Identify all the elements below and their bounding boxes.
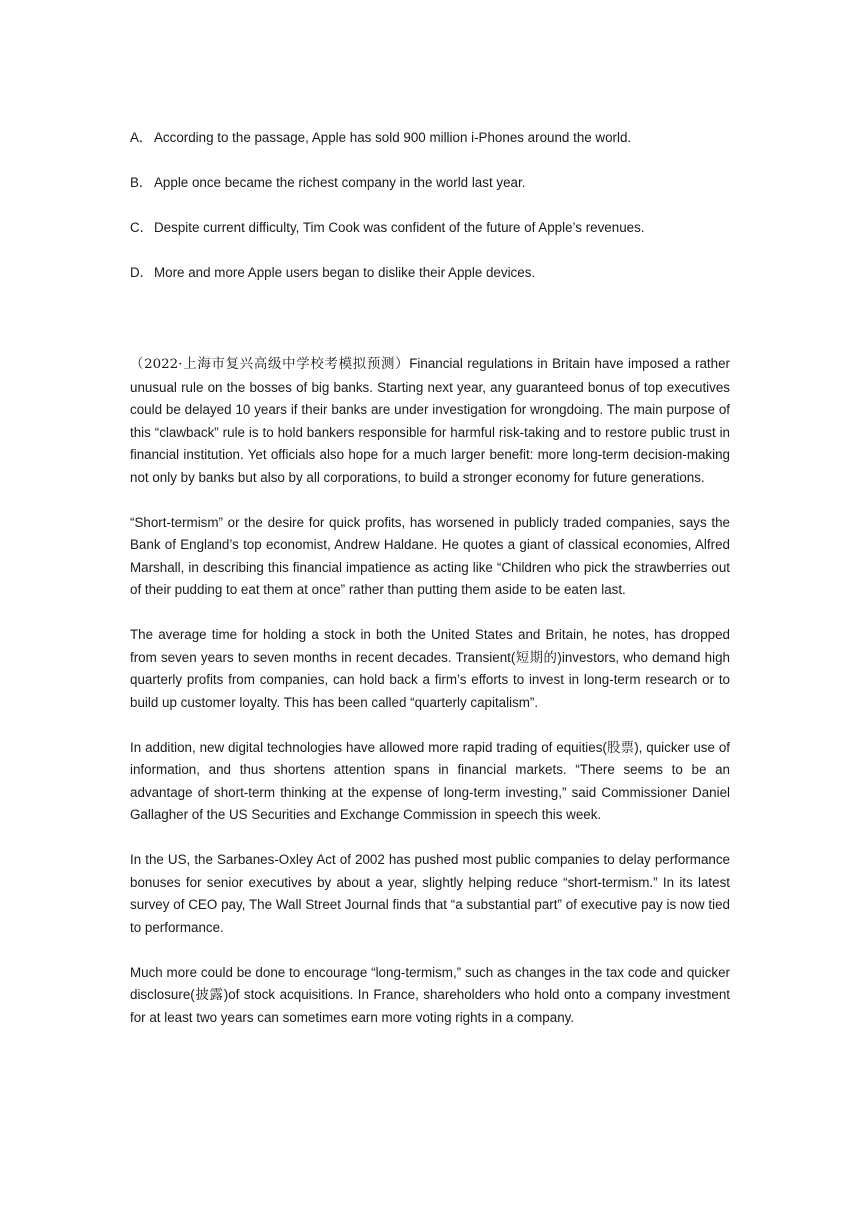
- passage-paragraph-1: [130, 353, 730, 489]
- reading-passage: [130, 353, 730, 1052]
- passage-source: （2022·上海市复兴高级中学校考模拟预测）: [130, 357, 410, 372]
- option-text: Apple once became the richest company in the world last year.: [154, 175, 526, 190]
- option-letter: C．: [130, 220, 154, 235]
- option-text: According to the passage, Apple has sold 900 million i-Phones around the world.: [154, 130, 632, 145]
- option-letter: B．: [130, 175, 153, 190]
- option-text: Despite current difficulty, Tim Cook was confident of the future of Apple’s revenues.: [154, 220, 645, 235]
- option-c: [130, 219, 730, 237]
- passage-paragraph-6: Much more could be done to encourage “long-termism,” such as changes in the tax code and quicker disclosure(披露)of stock acquisitions. In France, shareholders who hold onto a company investment for at least two years can sometimes earn more voting rights in a company.: [130, 964, 730, 1025]
- option-d: [130, 264, 730, 282]
- option-text: More and more Apple users began to dislike their Apple devices.: [154, 265, 536, 280]
- paragraph-text: Financial regulations in Britain have imposed a rather unusual rule on the bosses of big banks. Starting next year, any guaranteed bonus of top executives could be delayed 10 years if their banks are under investigation for wrongdoing. The main purpose of this “clawback” rule is to hold bankers responsible for harmful risk-taking and to restore public trust in financial institution. Yet officials also hope for a much larger benefit: more long-term decision-making not only by banks but also by all corporations, to build a stronger economy for future generations.: [130, 356, 730, 485]
- option-b: [130, 174, 730, 192]
- answer-options: [130, 129, 730, 309]
- passage-paragraph-4: In addition, new digital technologies have allowed more rapid trading of equities(股票), quicker use of information, and thus shortens attention spans in financial markets. “There seems to be an advantage of short-term thinking at the expense of long-term investing,” said Commissioner Daniel Gallagher of the US Securities and Exchange Commission in speech this week.: [130, 739, 730, 822]
- passage-paragraph-3: The average time for holding a stock in both the United States and Britain, he notes, has dropped from seven years to seven months in recent decades. Transient(短期的)investors, who demand high quarterly profits from companies, can hold back a firm’s efforts to invest in long-term research or to build up customer loyalty. This has been called “quarterly capitalism”.: [130, 627, 730, 710]
- option-a: [130, 129, 730, 147]
- passage-paragraph-5: In the US, the Sarbanes-Oxley Act of 2002 has pushed most public companies to delay performance bonuses for senior executives by about a year, slightly helping reduce “short-termism.” In its latest survey of CEO pay, The Wall Street Journal finds that “a substantial part” of executive pay is now tied to performance.: [130, 852, 730, 935]
- option-letter: A．: [130, 130, 153, 145]
- option-letter: D．: [130, 265, 154, 280]
- passage-paragraph-2: “Short-termism” or the desire for quick profits, has worsened in publicly traded companies, says the Bank of England’s top economist, Andrew Haldane. He quotes a giant of classical economies, Alfred Marshall, in describing this financial impatience as acting like “Children who pick the strawberries out of their pudding to eat them at once” rather than putting them aside to be eaten last.: [130, 514, 730, 597]
